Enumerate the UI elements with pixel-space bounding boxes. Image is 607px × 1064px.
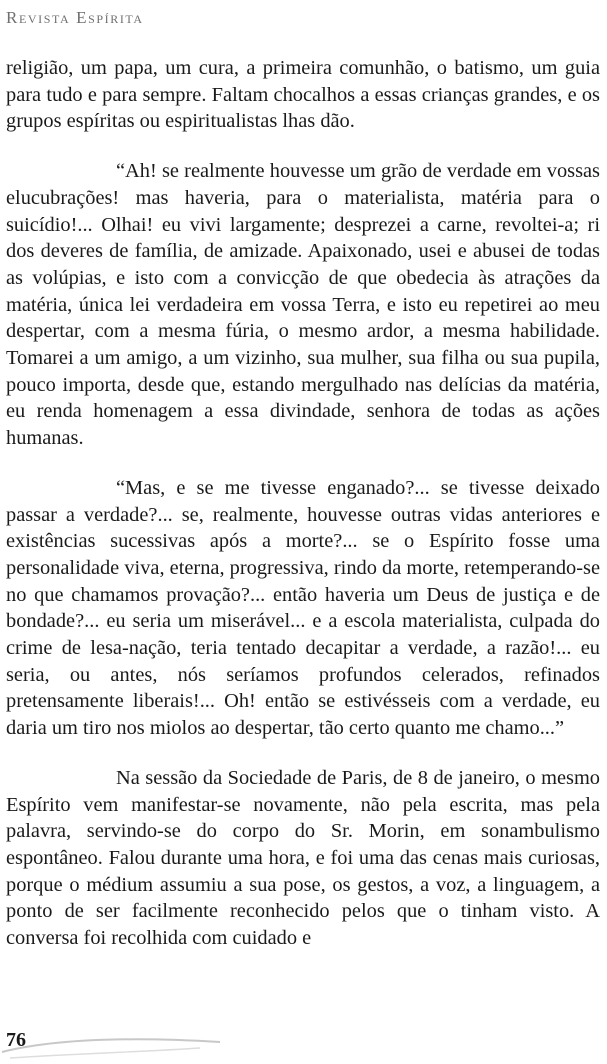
paragraph-continuation: religião, um papa, um cura, a primeira comunhão, o batismo, um guia para tudo e para sempre. Faltam chocalhos a essas crianças grandes, e os grupos espíritas ou espiritualistas lhas dão. bbox=[6, 57, 600, 133]
page-body bbox=[6, 55, 600, 952]
page-number: 76 bbox=[6, 1029, 26, 1051]
paragraph-session: Na sessão da Sociedade de Paris, de 8 de janeiro, o mesmo Espírito vem manifestar-se novamente, não pela escrita, mas pela palavra, servindo-se do corpo do Sr. Morin, em sonambulismo espontâneo. Falou durante uma hora, e foi uma das cenas mais curiosas, porque o médium assumiu a sua pose, os gestos, a voz, a linguagem, a ponto de ser facilmente reconhecido pelos que o tinham visto. A conversa foi recolhida com cuidado e bbox=[6, 766, 600, 950]
paragraph-quote-2: “Mas, e se me tivesse enganado?... se tivesse deixado passar a verdade?... se, realmente, houvesse outras vidas anteriores e existências sucessivas após a morte?... se o Espírito fosse uma personalidade viva, eterna, progressiva, rindo da morte, retemperando-se no que chamamos provação?... então haveria um Deus de justiça e de bondade?... eu seria um miserável... e a escola materialista, culpada do crime de lesa-nação, teria tentado decapitar a verdade, a razão!... eu seria, ou antes, nós seríamos profundos celerados, refinados pretensamente liberais!... Oh! então se estivésseis com a verdade, eu daria um tiro nos miolos ao despertar, tão certo quanto me chamo...” bbox=[6, 476, 600, 740]
running-header: Revista Espírita bbox=[6, 8, 144, 27]
footer-swoosh-ornament bbox=[0, 1028, 230, 1064]
paragraph-quote-1: “Ah! se realmente houvesse um grão de verdade em vossas elucubrações! mas haveria, para o materialista, matéria para o suicídio!... Olhai! eu vivi largamente; desprezei a carne, revoltei-a; ri dos deveres de família, de amizade. Apaixonado, usei e abusei de todas as volúpias, e isto com a convicção de que obedecia às atrações da matéria, única lei verdadeira em vossa Terra, e isto eu repetirei ao meu despertar, com a mesma fúria, o mesmo ardor, a mesma habilidade. Tomarei a um amigo, a um vizinho, sua mulher, sua filha ou sua pupila, pouco importa, desde que, estando mergulhado nas delícias da matéria, eu renda homenagem a essa divindade, senhora de todas as ações humanas. bbox=[6, 160, 600, 450]
